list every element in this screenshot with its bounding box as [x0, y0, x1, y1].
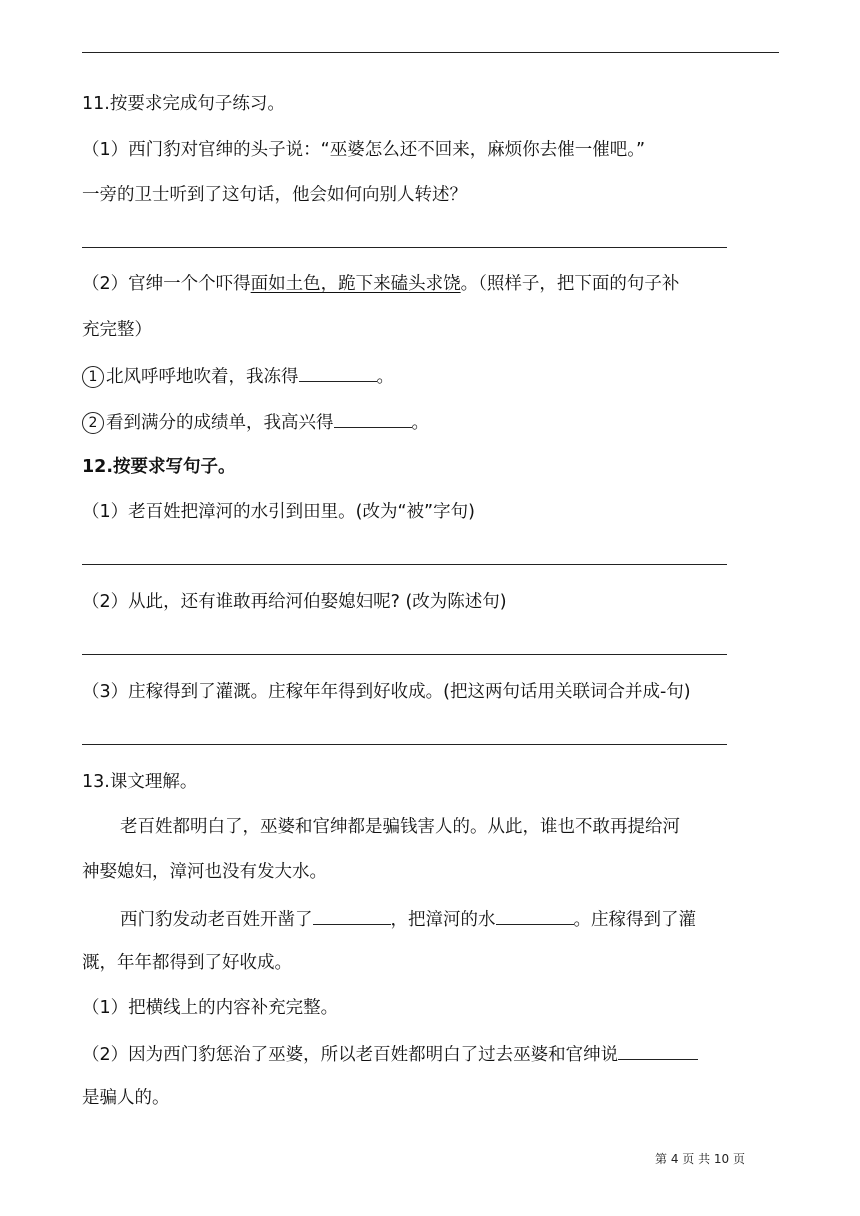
q13-fill-part1: 西门豹发动老百姓开凿了 — [120, 910, 313, 930]
q12-part1-answer-line[interactable] — [82, 564, 727, 565]
q11-item-1 — [82, 363, 394, 389]
q11-part1-line2: 一旁的卫士听到了这句话，他会如何向别人转述？ — [82, 185, 467, 205]
q12-part1: （1）老百姓把漳河的水引到田里。(改为“被”字句) — [82, 502, 475, 522]
q13-fill-part3: 。庄稼得到了灌 — [573, 910, 696, 930]
q13-title: 13.课文理解。 — [82, 772, 198, 792]
q13-sub2-text: （2）因为西门豹惩治了巫婆，所以老百姓都明白了过去巫婆和官绅说 — [82, 1045, 619, 1065]
q11-item-1-text: 北风呼呼地吹着，我冻得 — [106, 367, 299, 387]
q12-title: 12.按要求写句子。 — [82, 457, 236, 477]
q11-item-2-blank[interactable] — [334, 409, 412, 428]
q11-item-2-end: 。 — [411, 413, 429, 433]
q11-part2-line1 — [82, 272, 679, 296]
q13-sub2-line2: 是骗人的。 — [82, 1088, 170, 1108]
q11-title: 11.按要求完成句子练习。 — [82, 94, 285, 114]
page-number: 第 4 页 共 10 页 — [655, 1152, 745, 1166]
q12-part3: （3）庄稼得到了灌溉。庄稼年年得到好收成。(把这两句话用关联词合并成-句) — [82, 682, 691, 702]
q13-fill-part2: ，把漳河的水 — [390, 910, 496, 930]
q11-part2-prefix: （2）官绅一个个吓得 — [82, 274, 251, 294]
q13-sub2-blank[interactable] — [618, 1041, 698, 1060]
q13-blank-1[interactable] — [313, 906, 391, 925]
q13-fill-line1 — [120, 906, 696, 932]
q11-part2-example: 面如土色，跪下来磕头求饶 — [250, 274, 461, 294]
q11-item-1-blank[interactable] — [299, 363, 377, 382]
q13-blank-2[interactable] — [496, 906, 574, 925]
circled-number-2: 2 — [82, 412, 104, 434]
q13-passage-line1: 老百姓都明白了，巫婆和官绅都是骗钱害人的。从此，谁也不敢再提给河 — [120, 817, 680, 837]
q11-part2-line2: 充完整） — [82, 320, 152, 340]
q11-part2-suffix: 。（照样子，把下面的句子补 — [460, 274, 680, 294]
header-rule — [82, 52, 779, 53]
q11-item-2 — [82, 409, 429, 435]
q12-part2: （2）从此，还有谁敢再给河伯娶媳妇呢? (改为陈述句) — [82, 592, 507, 612]
q13-sub2-line1 — [82, 1041, 698, 1067]
q11-item-1-end: 。 — [376, 367, 394, 387]
circled-number-1: 1 — [82, 366, 104, 388]
q11-part1-line1: （1）西门豹对官绅的头子说：“巫婆怎么还不回来，麻烦你去催一催吧。” — [82, 140, 646, 160]
q13-sub1: （1）把横线上的内容补充完整。 — [82, 998, 339, 1018]
q13-passage-line2: 神娶媳妇，漳河也没有发大水。 — [82, 862, 327, 882]
q11-answer-line[interactable] — [82, 247, 727, 248]
q12-part3-answer-line[interactable] — [82, 744, 727, 745]
q12-part2-answer-line[interactable] — [82, 654, 727, 655]
q11-item-2-text: 看到满分的成绩单，我高兴得 — [106, 413, 334, 433]
q13-fill-line2: 溉，年年都得到了好收成。 — [82, 953, 292, 973]
